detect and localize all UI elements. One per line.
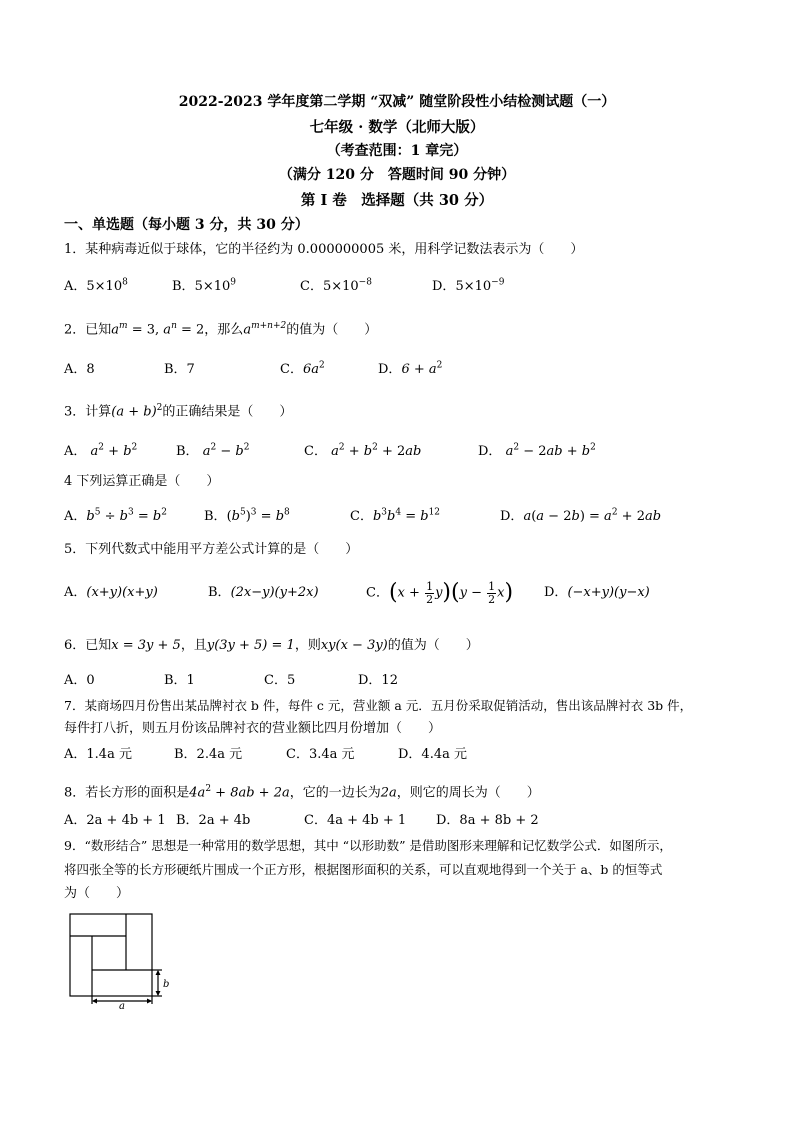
q8-option-b: B．2a + 4b: [176, 813, 251, 828]
score-and-time: （满分 120 分 答题时间 90 分钟）: [278, 167, 516, 183]
q3-option-a: A． $a^2 + b^2$: [64, 442, 138, 459]
question-9-line-1: 9．“数形结合” 思想是一种常用的数学思想，其中 “以形助数” 是借助图形来理解和记忆数学公式．如图所示，: [64, 838, 672, 853]
q8-option-a: A．2a + 4b + 1: [64, 813, 166, 828]
q2-option-d: D．$6 + a^2$: [378, 360, 443, 377]
q4-option-a: A．$b^5 \div b^3 = b^2$: [64, 507, 167, 524]
q1-option-a: A．$5\times 10^8$: [64, 277, 128, 294]
grade-subject: 七年级 · 数学（北师大版）: [309, 119, 485, 136]
q7-option-d: D．4.4a 元: [398, 747, 467, 762]
question-9-line-3: 为（ ）: [64, 886, 130, 901]
q5-option-c: C．(x + $\frac{1}{2}$ y)(y − $\frac{1}{2}$ x): [366, 579, 514, 606]
q1-option-c: C．$5\times 10^{-8}$: [300, 277, 372, 294]
question-4-stem: 4 下列运算正确是（ ）: [64, 474, 220, 489]
q3-option-c: C． $a^2 + b^2 + 2ab$: [304, 442, 422, 459]
a-arrowhead-left: [92, 999, 97, 1004]
question-3-stem: 3．计算$(a + b)^2$的正确结果是（ ）: [64, 403, 293, 420]
a-arrowhead-right: [147, 999, 152, 1004]
q3-option-d: D． $a^2 - 2ab + b^2$: [478, 442, 596, 459]
q4-option-b: B．$(b^5)^3 = b^8$: [204, 507, 290, 524]
q5-option-b: B．(2x−y)(y+2x): [208, 585, 319, 600]
q1-option-b: B．$5\times 10^9$: [172, 277, 237, 294]
question-8-stem: 8．若长方形的面积是$4a^2 + 8ab + 2a$，它的一边长为2a，则它的周长为（ ）: [64, 784, 540, 801]
q5-option-d: D．(−x+y)(y−x): [544, 585, 650, 600]
question-7-line-2: 每件打八折，则五月份该品牌衬衣的营业额比四月份增加（ ）: [64, 721, 442, 736]
question-2-stem: 2．已知$a^m = 3$, $a^n = 2$，那么$a^{m+n+2}$的值为（ ）: [64, 321, 378, 338]
q7-option-b: B．2.4a 元: [174, 747, 243, 762]
outer-square: [70, 914, 152, 996]
question-9-line-2: 将四张全等的长方形硬纸片围成一个正方形，根据图形面积的关系，可以直观地得到一个关于 a、b 的恒等式: [64, 862, 663, 877]
b-arrowhead-down: [156, 991, 161, 996]
q6-option-b: B．1: [164, 673, 195, 688]
q3-option-b: B． $a^2 - b^2$: [176, 442, 250, 459]
question-5-stem: 5．下列代数式中能用平方差公式计算的是（ ）: [64, 542, 359, 557]
q7-option-a: A．1.4a 元: [64, 747, 132, 762]
question-1-stem: 1．某种病毒近似于球体，它的半径约为 0.000000005 米，用科学记数法表示为（ ）: [64, 242, 584, 257]
q2-option-a: A．8: [64, 362, 95, 377]
volume-heading: 第 I 卷 选择题（共 30 分）: [300, 192, 494, 209]
q8-option-c: C．4a + 4b + 1: [304, 813, 407, 828]
q6-option-c: C．5: [264, 673, 296, 688]
question-6-stem: 6．已知x = 3y + 5，且y(3y + 5) = 1，则xy(x − 3y)的值为（ ）: [64, 638, 479, 653]
b-arrowhead-up: [156, 970, 161, 975]
q2-option-c: C．$6a^2$: [280, 360, 325, 377]
q1-option-d: D．$5\times 10^{-9}$: [432, 277, 505, 294]
four-rectangles-square-figure: [66, 910, 176, 1010]
q4-option-d: D．$a(a - 2b) = a^2 + 2ab$: [500, 507, 662, 524]
exam-title: 2022-2023 学年度第二学期 “双减” 随堂阶段性小结检测试题（一）: [178, 94, 616, 110]
q7-option-c: C．3.4a 元: [286, 747, 355, 762]
section-heading: 一、单选题（每小题 3 分，共 30 分）: [64, 217, 309, 233]
exam-scope: （考查范围：1 章完）: [326, 143, 468, 159]
q4-option-c: C．$b^3b^4 = b^{12}$: [350, 507, 441, 524]
q6-option-d: D．12: [358, 673, 398, 688]
question-7-line-1: 7．某商场四月份售出某品牌衬衣 b 件，每件 c 元，营业额 a 元．五月份采取促销活动，售出该品牌衬衣 3b 件，: [64, 698, 693, 713]
label-a: a: [119, 1001, 125, 1010]
label-b: b: [163, 979, 170, 990]
q6-option-a: A．0: [64, 673, 95, 688]
q5-option-a: A．(x+y)(x+y): [64, 585, 158, 600]
q2-option-b: B．7: [164, 362, 195, 377]
q8-option-d: D．8a + 8b + 2: [436, 813, 539, 828]
